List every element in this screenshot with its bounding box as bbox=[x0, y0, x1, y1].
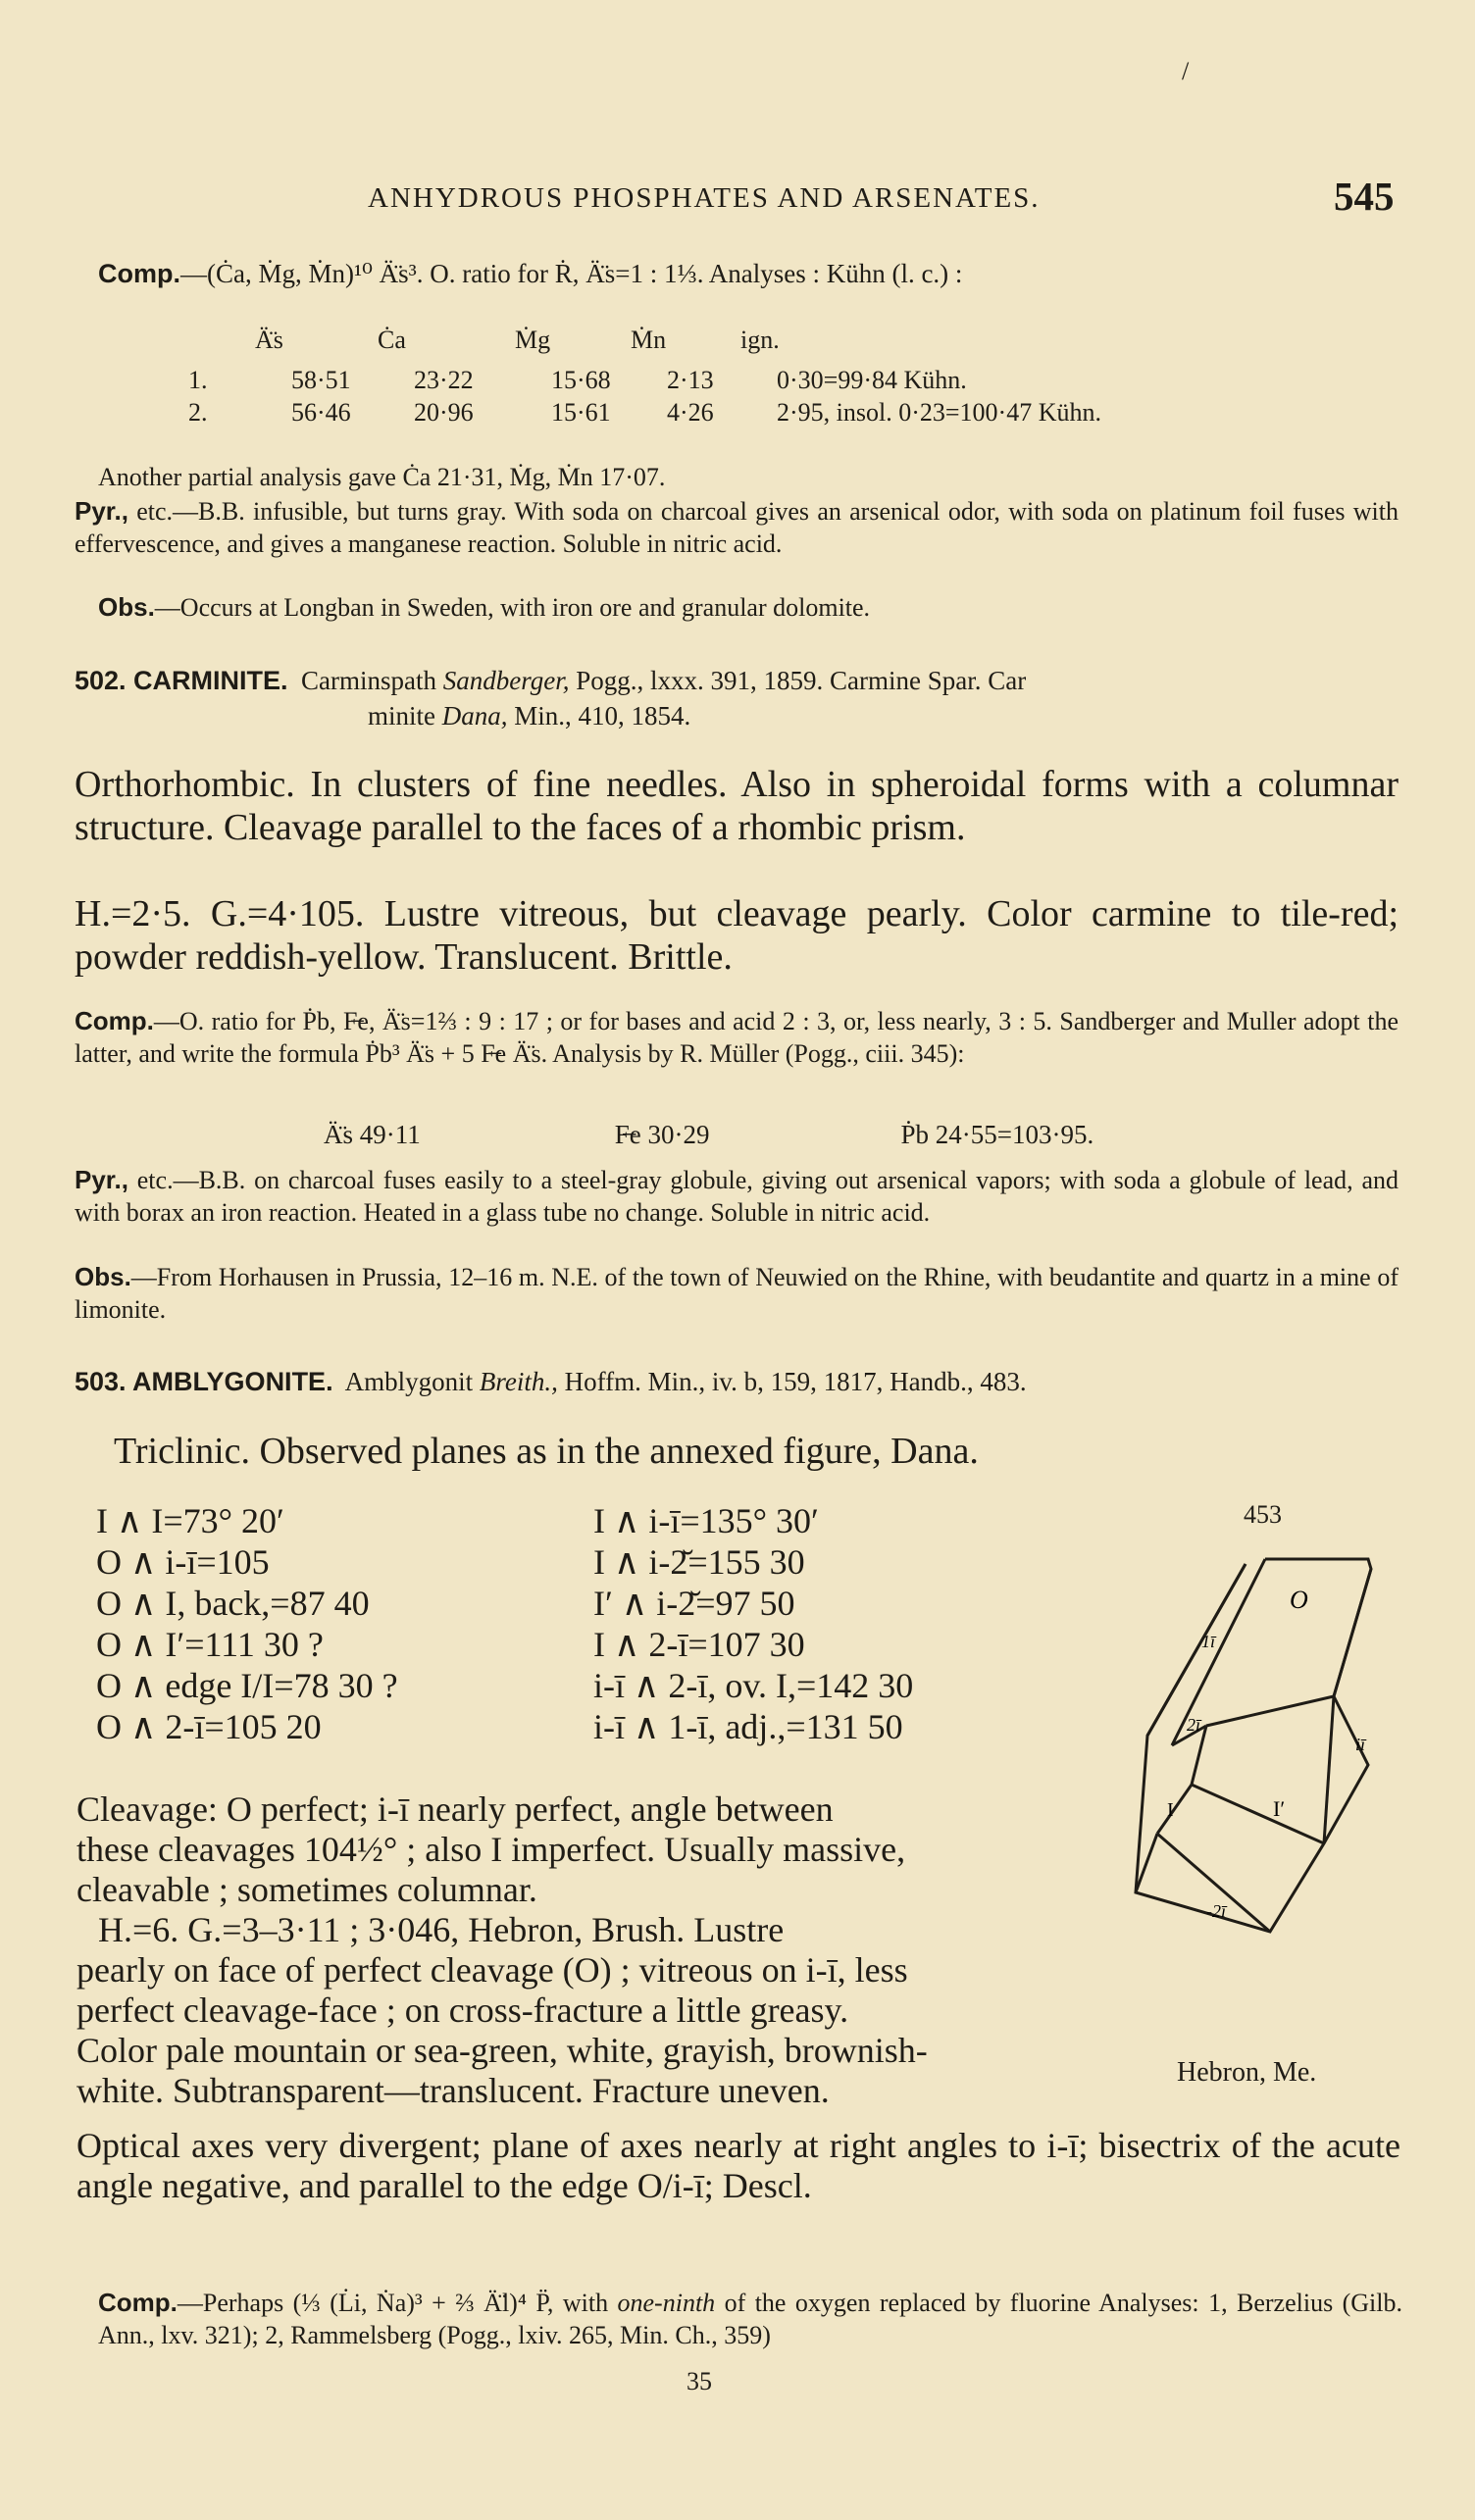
obs-paragraph bbox=[98, 591, 1412, 624]
analysis-value: F̶e 30·29 bbox=[614, 1120, 710, 1149]
species-heading: 503. AMBLYGONITE. bbox=[75, 1367, 333, 1396]
angle-entry: O ∧ edge I/I=78 30 ? bbox=[96, 1666, 398, 1705]
obs-text: —From Horhausen in Prussia, 12–16 m. N.E. of the town of Neuwied on the Rhine, with beudantite and quartz in a mine of limonite. bbox=[75, 1263, 1399, 1324]
analysis-value: Ṗb 24·55=103·95. bbox=[900, 1120, 1094, 1149]
angle-entry: O ∧ 2-ī=105 20 bbox=[96, 1707, 322, 1746]
pyr-label: Pyr., bbox=[75, 1165, 128, 1194]
angle-entry: i-ī ∧ 1-ī, adj.,=131 50 bbox=[593, 1707, 903, 1746]
face-label: O bbox=[1290, 1586, 1308, 1614]
obs-label: Obs. bbox=[98, 592, 155, 622]
angle-entry: O ∧ I′=111 30 ? bbox=[96, 1625, 324, 1664]
table-header-row bbox=[147, 324, 1101, 356]
edge bbox=[1157, 1785, 1192, 1834]
synonym-text: Min., 410, 1854. bbox=[507, 701, 691, 731]
desc-line: these cleavages 104½° ; also I imperfect. Usually massive, bbox=[76, 1830, 906, 1869]
pyr-paragraph bbox=[75, 495, 1399, 560]
figure-caption: Hebron, Me. bbox=[1177, 2057, 1317, 2088]
angle-entry: I ∧ I=73° 20′ bbox=[96, 1501, 284, 1540]
carminite-properties: H.=2·5. G.=4·105. Lustre vitreous, but cleavage pearly. Color carmine to tile-red; powder reddish-yellow. Translucent. Brittle. bbox=[75, 893, 1399, 978]
angle-entry: I ∧ 2-ī=107 30 bbox=[593, 1625, 805, 1664]
carminite-analysis bbox=[324, 1118, 1304, 1151]
edge bbox=[1324, 1696, 1334, 1843]
table-cell: 2·13 bbox=[667, 366, 714, 394]
angle-list-right bbox=[593, 1500, 913, 1747]
carminite-description: Orthorhombic. In clusters of fine needles. Also in spheroidal forms with a columnar structure. Cleavage parallel to the faces of a rhombic prism. bbox=[75, 764, 1399, 848]
comp-italic: one-ninth bbox=[617, 2289, 716, 2317]
header-mn: Ṁn bbox=[631, 326, 667, 354]
header-ca: Ċa bbox=[378, 326, 406, 354]
header-ign: ign. bbox=[740, 326, 780, 354]
comp-label: Comp. bbox=[98, 259, 180, 288]
comp-label: Comp. bbox=[75, 1006, 154, 1035]
carminite-synonym-line2 bbox=[368, 699, 690, 732]
analysis-table bbox=[147, 324, 1101, 428]
analysis-value: Ä̈s 49·11 bbox=[324, 1120, 421, 1149]
obs-text: —Occurs at Longban in Sweden, with iron ore and granular dolomite. bbox=[154, 593, 871, 622]
carminite-comp bbox=[75, 1005, 1399, 1070]
corner-mark: / bbox=[1182, 57, 1190, 85]
edge bbox=[1206, 1696, 1334, 1726]
edge bbox=[1147, 1564, 1246, 1736]
comp-label: Comp. bbox=[98, 2288, 178, 2317]
amblygonite-intro: Triclinic. Observed planes as in the annexed figure, Dana. bbox=[114, 1431, 979, 1472]
face-label: I′ bbox=[1273, 1796, 1286, 1821]
angle-entry: I′ ∧ i-2̆=97 50 bbox=[593, 1584, 795, 1623]
outline-path bbox=[1136, 1559, 1371, 1932]
angle-entry: I ∧ i-2̆=155 30 bbox=[593, 1542, 805, 1582]
angle-entry: O ∧ i-ī=105 bbox=[96, 1542, 270, 1582]
table-row bbox=[147, 364, 1101, 396]
desc-line: perfect cleavage-face ; on cross-fracture a little greasy. bbox=[76, 1991, 849, 2030]
angle-entry: O ∧ I, back,=87 40 bbox=[96, 1584, 370, 1623]
desc-line: Color pale mountain or sea-green, white, grayish, brownish- bbox=[76, 2031, 928, 2070]
comp-text: —Perhaps (⅓ (L̇i, Ṅa)³ + ⅔ Ä̈l)⁴ P̈, with bbox=[177, 2289, 618, 2317]
carminite-pyr bbox=[75, 1164, 1399, 1229]
synonym-text: minite bbox=[368, 701, 442, 731]
face-label: iī bbox=[1355, 1735, 1366, 1754]
desc-line: pearly on face of perfect cleavage (O) ; vitreous on i-ī, less bbox=[76, 1950, 908, 1990]
desc-line: cleavable ; sometimes columnar. bbox=[76, 1870, 537, 1909]
face-label: 2ī bbox=[1187, 1715, 1201, 1735]
table-cell: 56·46 bbox=[291, 398, 351, 427]
table-row bbox=[147, 396, 1101, 428]
table-cell: 2. bbox=[188, 398, 208, 427]
crystal-outline bbox=[1136, 1559, 1371, 1932]
synonym-author: Breith., bbox=[479, 1367, 558, 1396]
angle-entry: I ∧ i-ī=135° 30′ bbox=[593, 1501, 819, 1540]
comp-text: —O. ratio for Ṗb, F̶e, Ä̈s=1⅔ : 9 : 17 ; or for bases and acid 2 : 3, or, less nearly, 3 : 5. Sandberger and Muller adopt the latter, and write the formula Ṗb³ Ä̈s + 5 F̶e Ä̈s. Analysis by R. Müller (Pogg., ciii. 345): bbox=[75, 1007, 1399, 1068]
table-cell: 0·30=99·84 Kühn. bbox=[777, 366, 967, 394]
table-cell: 15·61 bbox=[551, 398, 611, 427]
comp-line bbox=[98, 257, 1412, 290]
carminite-heading-line bbox=[75, 664, 1408, 697]
desc-line: H.=6. G.=3–3·11 ; 3·046, Hebron, Brush. Lustre bbox=[98, 1910, 785, 1949]
desc-line: white. Subtransparent—translucent. Fracture uneven. bbox=[76, 2071, 830, 2110]
desc-line: Cleavage: O perfect; i-ī nearly perfect, angle between bbox=[76, 1789, 834, 1829]
table-cell: 20·96 bbox=[414, 398, 474, 427]
running-header: ANHYDROUS PHOSPHATES AND ARSENATES. bbox=[368, 182, 1041, 214]
table-cell: 23·22 bbox=[414, 366, 474, 394]
obs-label: Obs. bbox=[75, 1262, 131, 1291]
table-cell: 15·68 bbox=[551, 366, 611, 394]
amblygonite-optical: Optical axes very divergent; plane of axes nearly at right angles to i-ī; bisectrix of the acute angle negative, and parallel to the edge O/i-ī; Descl. bbox=[76, 2126, 1400, 2205]
amblygonite-description bbox=[76, 1789, 1096, 2111]
comp-text: —(Ċa, Ṁg, Ṁn)¹⁰ Ä̈s³. O. ratio for Ṙ, Ä̈s=1 : 1⅓. Analyses : Kühn (l. c.) : bbox=[180, 259, 963, 288]
amblygonite-heading-line bbox=[75, 1365, 1408, 1398]
table-cell: 1. bbox=[188, 366, 208, 394]
synonym-text: Hoffm. Min., iv. b, 159, 1817, Handb., 483. bbox=[557, 1367, 1027, 1396]
edge bbox=[1334, 1569, 1371, 1696]
synonym-author: Dana, bbox=[441, 701, 508, 731]
angle-entry: i-ī ∧ 2-ī, ov. I,=142 30 bbox=[593, 1666, 914, 1705]
table-cell: 58·51 bbox=[291, 366, 351, 394]
edge bbox=[1192, 1785, 1324, 1843]
comp-text: of the oxygen replaced by fluorine Analyses: 1, Berzelius (Gilb. Ann., lxv. 321); 2, Rammelsberg (Pogg., lxiv. 265, Min. Ch., 359) bbox=[98, 2289, 1403, 2349]
face-label: 1ī bbox=[1201, 1632, 1216, 1651]
page-number: 545 bbox=[1334, 174, 1395, 219]
face-label: -2ī bbox=[1206, 1901, 1226, 1921]
pyr-label: Pyr., bbox=[75, 496, 128, 526]
amblygonite-comp bbox=[98, 2287, 1402, 2351]
table-cell: 2·95, insol. 0·23=100·47 Kühn. bbox=[777, 398, 1101, 427]
partial-analysis: Another partial analysis gave Ċa 21·31, Ṁg, Ṁn 17·07. bbox=[98, 463, 666, 491]
synonym-text: Amblygonit bbox=[344, 1367, 480, 1396]
signature-mark: 35 bbox=[687, 2367, 712, 2395]
synonym-text: Pogg., lxxx. 391, 1859. Carmine Spar. Car bbox=[569, 666, 1027, 695]
synonym-author: Sandberger, bbox=[442, 666, 570, 695]
species-heading: 502. CARMINITE. bbox=[75, 666, 288, 695]
angle-list-left bbox=[96, 1500, 398, 1747]
table-cell: 4·26 bbox=[667, 398, 714, 427]
synonym-text: Carminspath bbox=[301, 666, 443, 695]
header-mg: Ṁg bbox=[515, 326, 551, 354]
pyr-text: etc.—B.B. on charcoal fuses easily to a steel-gray globule, giving out arsenical vapors; with soda a globule of lead, and with borax an iron reaction. Heated in a glass tube no change. Soluble in nitric acid. bbox=[75, 1166, 1399, 1227]
figure-number: 453 bbox=[1244, 1500, 1282, 1529]
pyr-text: etc.—B.B. infusible, but turns gray. With soda on charcoal gives an arsenical odor, with soda on platinum foil fuses with effervescence, and gives a manganese reaction. Soluble in nitric acid. bbox=[75, 497, 1399, 558]
face-label: I bbox=[1167, 1799, 1174, 1821]
header-as: Ä̈s bbox=[255, 326, 283, 354]
carminite-obs bbox=[75, 1261, 1399, 1326]
crystal-figure bbox=[1128, 1539, 1422, 2049]
